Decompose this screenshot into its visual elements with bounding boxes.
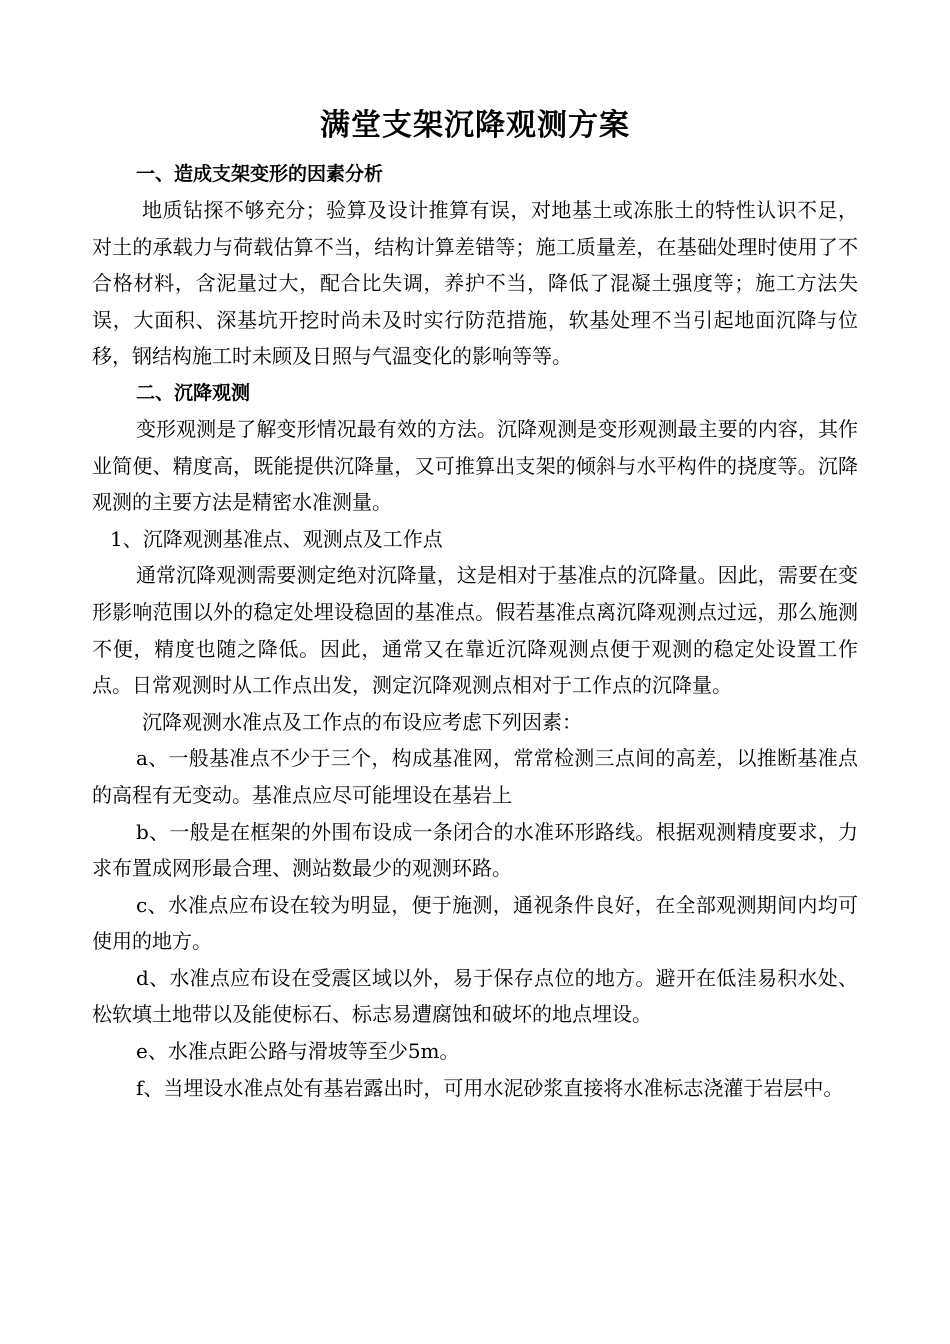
section-heading-settlement: 二、沉降观测 [136, 381, 251, 404]
list-item-b: b、一般是在框架的外围布设成一条闭合的水准环形路线。根据观测精度要求，力求布置成网形最合理、测站数最少的观测环路。 [92, 819, 858, 881]
paragraph-factors-intro: 沉降观测水准点及工作点的布设应考虑下列因素： [142, 709, 582, 734]
subheading-benchmark-points: 1、沉降观测基准点、观测点及工作点 [110, 526, 443, 551]
list-item-d: d、水准点应布设在受震区域以外，易于保存点位的地方。避开在低洼易积水处、松软填土地带以及能使标石、标志易遭腐蚀和破坏的地点埋设。 [92, 965, 858, 1027]
list-item-a: a、一般基准点不少于三个，构成基准网，常常检测三点间的高差，以推断基准点的高程有无变动。基准点应尽可能埋设在基岩上 [92, 746, 858, 807]
list-item-f: f、当埋设水准点处有基岩露出时，可用水泥砂浆直接将水准标志浇灌于岩层中。 [136, 1075, 844, 1100]
paragraph-benchmark-points: 通常沉降观测需要测定绝对沉降量，这是相对于基准点的沉降量。因此，需要在变形影响范围以外的稳定处埋设稳固的基准点。假若基准点离沉降观测点过远，那么施测不便，精度也随之降低。因此，通常又在靠近沉降观测点便于观测的稳定处设置工作点。日常观测时从工作点出发，测定沉降观测点相对于工作点的沉降量。 [92, 563, 858, 698]
list-item-c: c、水准点应布设在较为明显，便于施测，通视条件良好，在全部观测期间内均可使用的地方。 [92, 892, 858, 954]
section-heading-factors: 一、造成支架变形的因素分析 [136, 163, 384, 185]
paragraph-settlement-intro: 变形观测是了解变形情况最有效的方法。沉降观测是变形观测最主要的内容，其作业简便、精度高，既能提供沉降量，又可推算出支架的倾斜与水平构件的挠度等。沉降观测的主要方法是精密水准测量。 [92, 416, 858, 515]
list-item-e: e、水准点距公路与滑坡等至少5m。 [136, 1039, 460, 1064]
document-page [92, 100, 858, 1106]
paragraph-factors: 地质钻探不够充分；验算及设计推算有误，对地基土或冻胀土的特性认识不足，对土的承载力与荷载估算不当，结构计算差错等；施工质量差，在基础处理时使用了不合格材料，含泥量过大，配合比失调，养护不当，降低了混凝土强度等；施工方法失误，大面积、深基坑开挖时尚未及时实行防范措施，软基处理不当引起地面沉降与位移，钢结构施工时未顾及日照与气温变化的影响等等。 [92, 198, 858, 369]
document-title: 满堂支架沉降观测方案 [320, 108, 630, 143]
